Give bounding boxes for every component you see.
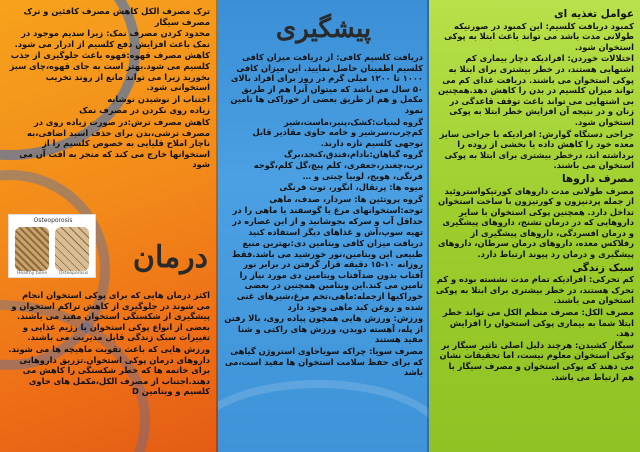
prevention-column: [218, 0, 429, 452]
bullet-item: زیاده روی نکردن در مصرف نمک: [79, 105, 210, 116]
prevention-paragraph: گروه پروتئین ها: سردار، صدف، ماهی: [269, 193, 423, 204]
osteoporosis-image: [8, 214, 96, 278]
osteoporotic-bone-icon: [55, 227, 89, 271]
bullet-item: کاهش مصرف ترش:در صورت زیاده روی در مصرف ترشی،بدن برای حذف اسید اضافی،به ناچار املاح قلیایی به خصوص کلسیم را از استخوانها خارج می کند که منجر به افت آن می شود: [19, 116, 210, 170]
bullet-item: ترک مصرف الکل کاهش مصرف کافئین و ترک مصرف سیگار: [23, 6, 210, 27]
risk-paragraph: کمبود دریافت کلسیم: این کمبود در صورتیکه طولانی مدت باشد می تواند باعث ابتلا به پوکی استخوان شود.: [444, 20, 634, 52]
prevention-paragraph: میوه ها: پرتقال، انگور، توت فرنگی: [279, 182, 423, 193]
image-caption: Healthy bone: [17, 271, 48, 276]
image-label: Osteoporosis: [33, 217, 73, 224]
prevention-text: [224, 52, 423, 379]
prevention-paragraph: گروه گیاهان:بادام،فندق،کنجد،برگ ترب،چغندر،جعفری، کلم پیچ،گل کلم،گوجه فرنگی، هویج، لوبیا چیتی و …: [253, 149, 423, 181]
bullet-item: کاهش مصرف قهوه:قهوه باعث جلوگیری از جذب کلسیم می شود.بهتر است به جای قهوه،چای سبز بخورید زیرا می تواند مانع از روند تخریب استخوانی شود.: [9, 50, 210, 93]
prevention-paragraph: گروه لبنیات:کشک،پنیر،ماست،شیر کم‌چرب،سرشیر و خامه حاوی مقادیر قابل توجهی کلسیم تازه دارند.: [252, 116, 423, 148]
prevention-heading: پیشگیری: [275, 14, 372, 44]
nutrition-heading: عوامل تغذیه ای: [553, 8, 634, 20]
decorative-wave: [218, 380, 429, 452]
bullet-item: محدود کردن مصرف نمک: زیرا سدیم موجود در نمک باعث افزایش دفع کلسیم از ادرار می شود.: [14, 28, 210, 49]
bullet-item: اجتناب از نوشیدن نوشابه: [107, 93, 210, 104]
medication-heading: مصرف داروها: [561, 172, 634, 185]
risk-paragraph: مصرف الکل: مصرف منظم الکل می تواند خطر ابتلا شما به بیماری پوکی استخوان را افزایش دهد.: [442, 307, 634, 339]
risk-paragraph: سیگار کشیدن: هرچند دلیل اصلی تاثیر سیگار بر پوکی استخوان معلوم نیست، اما تحقیقات نشان می دهند که پوکی استخوان و مصرف سیگار با هم ارتباط می باشد.: [439, 339, 634, 382]
prevention-paragraph: ورزش: ورزش هایی همچون پیاده روی، بالا رفتن از پله، آهسته دویدن، ورزش های راکتی و شنا مفید هستند: [224, 313, 423, 345]
lifestyle-bullets: [6, 6, 210, 171]
prevention-paragraph: دریافت میزان کافی ویتامین دی:بهترین منبع طبیعی این ویتامین،نور خورشید می باشد.فقط روزانه ۱۰-۱۵ دقیقه قرار گرفتن در برابر نور آفتاب بدون ضدآفتاب ویتامین دی مورد نیاز را تامین می کند.این ویتامین همچنین در بعضی خوراکیها ازجمله:ماهی،تخم مرغ،شیرهای غنی شده و روغن کبد ماهی وجود دارد: [232, 238, 423, 312]
treatment-paragraph: ورزش هایی که باعث تقویت ماهیچه ها می شوند. داروهای درمان پوکی استخوان.تزریق داروهایی برای خاتمه ها که خطر شکستگی را کاهش می دهند.اجتناب از مصرف الکل،مکمل های حاوی کلسیم و ویتامین D: [8, 343, 210, 397]
risk-paragraph: مصرف طولانی مدت داروهای کورتیکواستروئید از جمله پردنیزون و کورتیزون با ساخت استخوان تداخل دارد. همچنین پوکی استخوان با سایر داروهایی که در درمان تشنج، داروهای پیشگیری و درمان افسردگی، داروهای پیشگیری از رفلاکس معده، داروهای درمان سرطان، داروهای پیشگیری و درمان رد پیوند ارتباط دارد.: [437, 185, 634, 260]
treatment-heading: درمان: [132, 240, 208, 275]
risk-paragraph: جراحی دستگاه گوارش: افرادیکه با جراحی سایز معده خود را کاهش داده یا بخشی از روده را برداشته اند، درخطر بیشتری برای ابتلا به پوکی استخوان می باشند.: [439, 128, 634, 171]
treatment-column: [0, 0, 218, 452]
prevention-paragraph: دریافت کلسیم کافی: از دریافت میزان کافی کلسیم اطمینان حاصل نمایید. این میزان کافی ۱۰۰۰ تا ۱۲۰۰ میلی گرم در روز برای افراد بالای ۵۰ سال می باشد که میتوان آنرا هم از طریق مکمل و هم از طریق بعضی از خوراکی ها تامین نمود: [230, 52, 423, 115]
risk-paragraph: کم تحرکی: افرادیکه تمام مدت نشسته بوده و کم تحرک هستند، در خطر بیشتری برای ابتلا به پوکی استخوان می باشند.: [435, 274, 634, 306]
risk-factors-text: [435, 6, 634, 383]
treatment-text: [6, 290, 210, 398]
treatment-paragraph: اکثر درمان هایی که برای پوکی استخوان انجام می شوند در جلوگیری از کاهش تراکم استخوان و پیشگیری از شکستگی استخوان مفید می باشند. بعضی از انواع پوکی استخوان با رژیم غذایی و تغییرات سبک زندگی قابل مدیریت می باشند.: [11, 290, 210, 343]
healthy-bone-icon: [15, 227, 49, 271]
prevention-paragraph: مصرف سویا: چراکه سویاحاوی استروژن گیاهی که برای حفظ سلامت استخوان ها مفید است،می باشد: [224, 346, 423, 378]
image-caption: Osteoporosis: [59, 271, 89, 276]
risk-factors-column: [429, 0, 640, 452]
lifestyle-heading: سبک زندگی: [572, 261, 634, 274]
risk-paragraph: اختلالات خوردن: افرادیکه دچار بیماری کم اشتهایی هستند، در خطر بیشتری برای ابتلا به پوکی استخوان می باشند. دریافت غذای کم می تواند میزان کلسیم در بدن را کاهش دهد.همچنین بی اشتهایی می تواند باعث توقف قاعدگی در زنان و در نتیجه آن افزایش خطر ابتلا به پوکی استخوان شود.: [437, 53, 634, 127]
prevention-paragraph: توجه:استخوانهای مرغ یا گوسفند یا ماهی را در حداقل آب و سرکه بجوشانید و از این عصاره در تهیه سوپ،آش و غذاهای دیگر استفاده کنید: [232, 205, 423, 237]
